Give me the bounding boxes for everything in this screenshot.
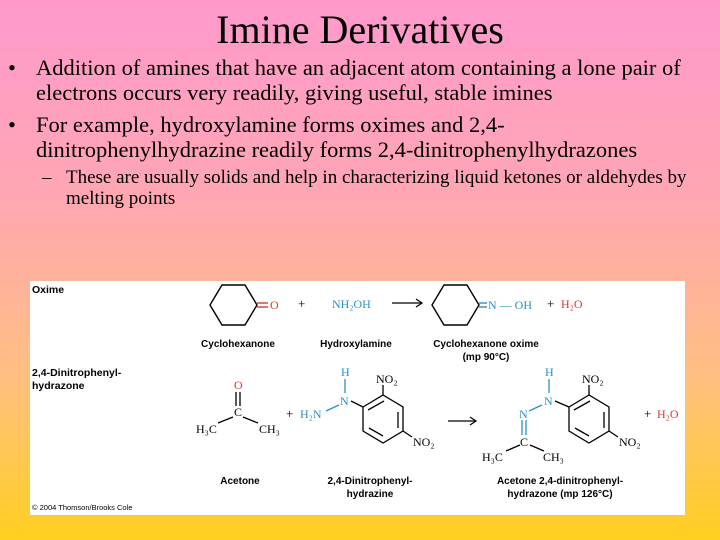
product-no2-para: NO₂ (619, 435, 641, 449)
label-oxime-mp: (mp 90°C) (462, 352, 510, 363)
plus-sign: + (547, 296, 555, 311)
reaction-arrow (448, 417, 476, 425)
copyright-notice: © 2004 Thomson/Brooks Cole (32, 503, 133, 512)
label-dnph-1: 2,4-Dinitrophenyl- (327, 476, 413, 487)
product-h: H (545, 365, 554, 379)
product-methyl-left: H₃C (482, 450, 503, 464)
dnph-h: H (341, 365, 350, 379)
dnph-n: N (340, 394, 349, 408)
bullet-text: For example, hydroxylamine forms oximes and 2,4-dinitrophenylhydrazine readily forms 2,4-dinitrophenylhydrazones (36, 112, 638, 162)
slide-title: Imine Derivatives (216, 7, 504, 52)
bullet-item (8, 113, 713, 162)
dnph-no2-para: NO₂ (413, 435, 435, 449)
sub-bullet-marker: – (42, 167, 52, 188)
dnph-structure (326, 379, 412, 443)
acetone-methyl-left: H₃C (196, 422, 217, 436)
plus-sign: + (286, 406, 294, 421)
product-n-lower: N (519, 407, 528, 421)
section-label-hydrazone-2: hydrazone (32, 380, 85, 392)
water-formula: H₂O (561, 297, 583, 311)
hydroxylamine-formula: NH₂OH (332, 297, 371, 311)
bullet-item (8, 56, 713, 105)
oxime-n-oh: N — OH (488, 298, 532, 312)
label-product-2: hydrazone (mp 126°C) (507, 489, 613, 500)
label-cyclohexanone: Cyclohexanone (201, 339, 275, 350)
dnph-no2-ortho: NO₂ (376, 372, 398, 386)
label-acetone: Acetone (220, 476, 260, 487)
oxime-structure (432, 285, 487, 325)
sub-bullet-item (8, 167, 713, 209)
section-label-hydrazone-1: 2,4-Dinitrophenyl- (32, 367, 122, 379)
reaction-figure (30, 281, 685, 515)
bullet-marker: • (8, 112, 16, 137)
bullet-marker: • (8, 55, 16, 80)
product-carbon: C (520, 435, 529, 449)
label-hydroxylamine: Hydroxylamine (320, 339, 392, 350)
reaction-arrow (392, 299, 422, 307)
sub-bullet-text: These are usually solids and help in characterizing liquid ketones or aldehydes by melting points (66, 167, 687, 209)
product-no2-ortho: NO₂ (582, 372, 604, 386)
bullet-list (8, 56, 713, 209)
plus-sign: + (298, 296, 306, 311)
acetone-carbon: C (234, 405, 243, 419)
section-label-oxime: Oxime (32, 284, 65, 296)
water-formula: H₂O (657, 407, 679, 421)
acetone-methyl-right: CH₃ (259, 422, 280, 436)
plus-sign: + (644, 406, 652, 421)
cyclohexanone-structure (210, 285, 268, 325)
label-cyclohexanone-oxime: Cyclohexanone oxime (433, 339, 539, 350)
label-dnph-2: hydrazine (346, 489, 394, 500)
dnph-h2n: H₂N (300, 407, 322, 421)
bullet-text: Addition of amines that have an adjacent atom containing a lone pair of electrons occurs very readily, giving useful, stable imines (36, 55, 681, 105)
product-methyl-right: CH₃ (543, 450, 564, 464)
product-n-upper: N (544, 394, 553, 408)
label-product-1: Acetone 2,4-dinitrophenyl- (496, 476, 624, 487)
acetone-oxygen: O (234, 378, 243, 392)
carbonyl-oxygen: O (270, 298, 279, 312)
